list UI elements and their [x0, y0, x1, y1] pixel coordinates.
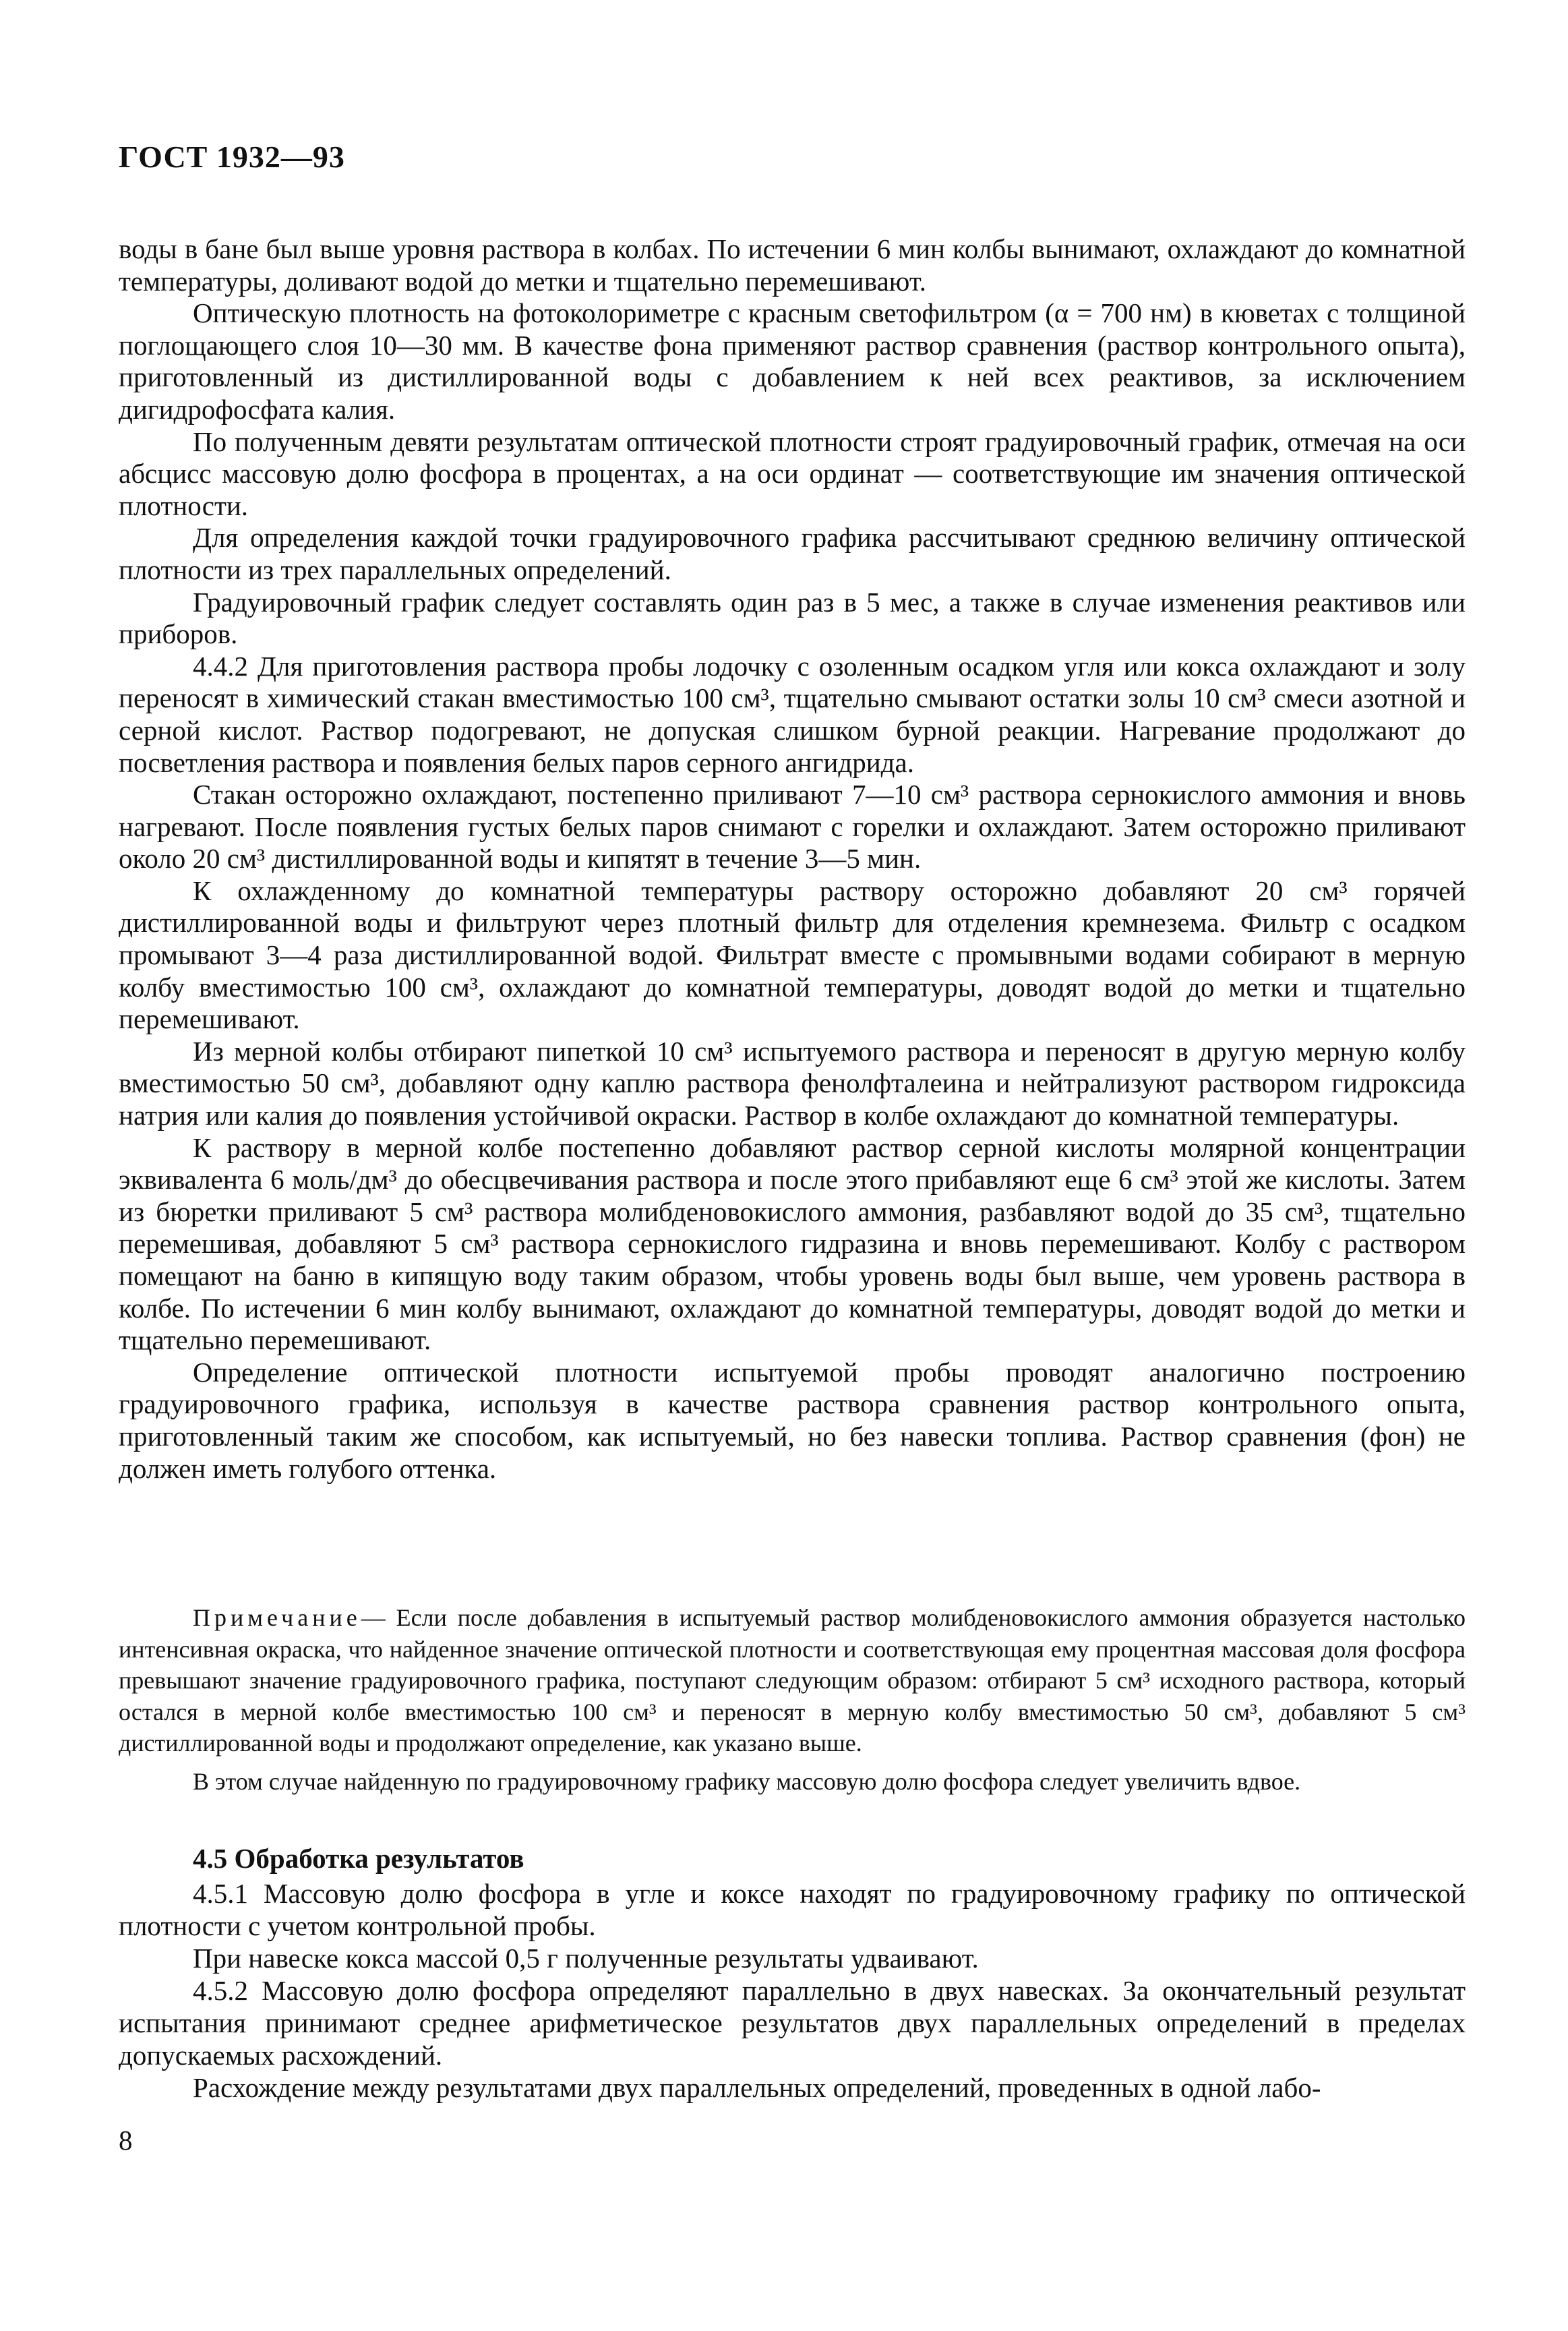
note-label: Примечание	[193, 1604, 361, 1631]
note-paragraph	[119, 1602, 1466, 1759]
document-header: ГОСТ 1932—93	[119, 140, 345, 174]
paragraph: Из мерной колбы отбирают пипеткой 10 см³ испытуемого раствора и переносят в другую мерную колбу вместимостью 50 см³, добавляют одну каплю раствора фенолфталеина и нейтрализуют раствором гидроксида натрия или калия до появления устойчивой окраски. Раствор в колбе охлаждают до комнатной температуры.	[119, 1035, 1466, 1131]
paragraph: Для определения каждой точки градуировочного графика рассчитывают среднюю величину оптической плотности из трех параллельных определений.	[119, 522, 1466, 585]
page-number: 8	[119, 2125, 133, 2156]
section-paragraph: При навеске кокса массой 0,5 г полученные результаты удваивают.	[193, 1943, 979, 1974]
paragraph: Стакан осторожно охлаждают, постепенно приливают 7—10 см³ раствора сернокислого аммония и вновь нагревают. После появления густых белых паров снимают с горелки и охлаждают. Затем осторожно приливают около 20 см³ дистиллированной воды и кипятят в течение 3—5 мин.	[119, 779, 1466, 875]
section-heading: 4.5 Обработка результатов	[193, 1843, 524, 1874]
note-paragraph-2: В этом случае найденную по градуировочному графику массовую долю фосфора следует увеличить вдвое.	[193, 1767, 1301, 1795]
paragraph: Градуировочный график следует составлять один раз в 5 мес, а также в случае изменения реактивов или приборов.	[119, 586, 1466, 650]
paragraph: Определение оптической плотности испытуемой пробы проводят аналогично построению градуировочного графика, используя в качестве раствора сравнения раствор контрольного опыта, приготовленный таким же способом, как испытуемый, но без навески топлива. Раствор сравнения (фон) не должен иметь голубого оттенка.	[119, 1356, 1466, 1484]
section-paragraph: 4.5.1 Массовую долю фосфора в угле и коксе находят по градуировочному графику по оптической плотности с учетом контрольной пробы.	[119, 1878, 1466, 1941]
note-text: — Если после добавления в испытуемый раствор молибденовокислого аммония образуется настолько интенсивная окраска, что найденное значение оптической плотности и соответствующая ему процентная массовая доля фосфора превышают значение градуировочного графика, поступают следующим образом: отбирают 5 см³ исходного раствора, который остался в мерной колбе вместимостью 100 см³ и переносят в мерную колбу вместимостью 50 см³, добавляют 5 см³ дистиллированной воды и продолжают определение, как указано выше.	[119, 1604, 1466, 1757]
body-text	[119, 233, 1466, 1485]
paragraph: К раствору в мерной колбе постепенно добавляют раствор серной кислоты молярной концентрации эквивалента 6 моль/дм³ до обесцвечивания раствора и после этого прибавляют еще 6 см³ этой же кислоты. Затем из бюретки приливают 5 см³ раствора молибденовокислого аммония, разбавляют водой до 35 см³, тщательно перемешивая, добавляют 5 см³ раствора сернокислого гидразина и вновь перемешивают. Колбу с раствором помещают на баню в кипящую воду таким образом, чтобы уровень воды был выше, чем уровень раствора в колбе. По истечении 6 мин колбу вынимают, охлаждают до комнатной температуры, доводят водой до метки и тщательно перемешивают.	[119, 1131, 1466, 1356]
note-block	[119, 1602, 1466, 1797]
paragraph: По полученным девяти результатам оптической плотности строят градуировочный график, отмечая на оси абсцисс массовую долю фосфора в процентах, а на оси ординат — соответствующие им значения оптической плотности.	[119, 425, 1466, 521]
paragraph: воды в бане был выше уровня раствора в колбах. По истечении 6 мин колбы вынимают, охлаждают до комнатной температуры, доливают водой до метки и тщательно перемешивают.	[119, 233, 1466, 297]
section-results	[119, 1842, 1466, 2104]
paragraph: К охлажденному до комнатной температуры раствору осторожно добавляют 20 см³ горячей дистиллированной воды и фильтруют через плотный фильтр для отделения кремнезема. Фильтр с осадком промывают 3—4 раза дистиллированной водой. Фильтрат вместе с промывными водами собирают в мерную колбу вместимостью 100 см³, охлаждают до комнатной температуры, доводят водой до метки и тщательно перемешивают.	[119, 875, 1466, 1035]
paragraph: 4.4.2 Для приготовления раствора пробы лодочку с озоленным осадком угля или кокса охлаждают и золу переносят в химический стакан вместимостью 100 см³, тщательно смывают остатки золы 10 см³ смеси азотной и серной кислот. Раствор подогревают, не допуская слишком бурной реакции. Нагревание продолжают до посветления раствора и появления белых паров серного ангидрида.	[119, 650, 1466, 778]
paragraph: Оптическую плотность на фотоколориметре с красным светофильтром (α = 700 нм) в кюветах с толщиной поглощающего слоя 10—30 мм. В качестве фона применяют раствор сравнения (раствор контрольного опыта), приготовленный из дистиллированной воды с добавлением к ней всех реактивов, за исключением дигидрофосфата калия.	[119, 297, 1466, 425]
section-paragraph: Расхождение между результатами двух параллельных определений, проведенных в одной лабо-	[193, 2072, 1321, 2103]
section-paragraph: 4.5.2 Массовую долю фосфора определяют параллельно в двух навесках. За окончательный результат испытания принимают среднее арифметическое результатов двух параллельных определений в пределах допускаемых расхождений.	[119, 1975, 1466, 2071]
